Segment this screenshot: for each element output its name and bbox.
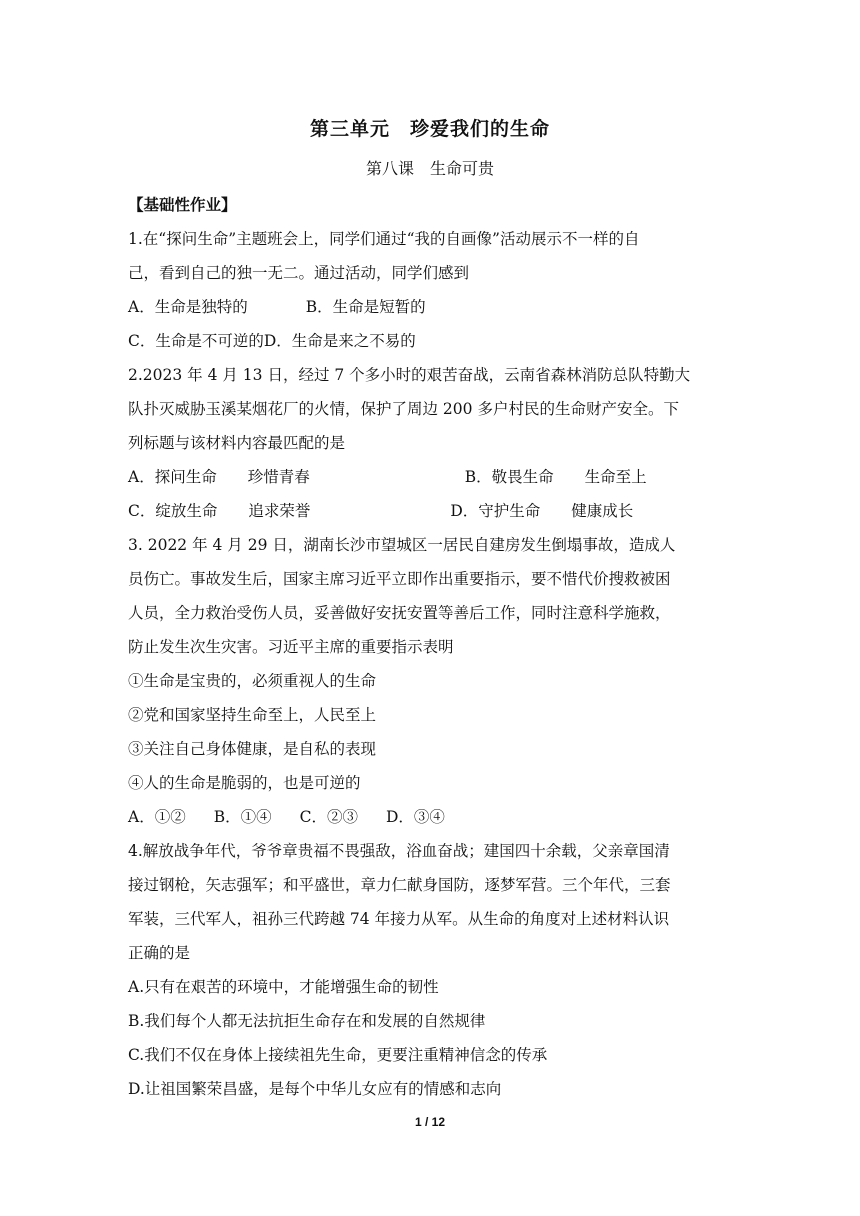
question-2-option-c: C．绽放生命 追求荣誉 — [128, 502, 311, 520]
question-4-option-a: A.只有在艰苦的环境中，才能增强生命的韧性 — [128, 978, 439, 996]
question-4-option-c: C.我们不仅在身体上接续祖先生命，更要注重精神信念的传承 — [128, 1046, 548, 1064]
question-4 — [128, 834, 738, 1106]
question-4-stem-line-3: 军装，三代军人，祖孙三代跨越 74 年接力从军。从生命的角度对上述材料认识 — [128, 910, 670, 928]
question-1-stem-line-1: 1.在“探问生命”主题班会上，同学们通过“我的自画像”活动展示不一样的自 — [128, 230, 640, 248]
lesson-subtitle: 第八课 生命可贵 — [365, 159, 494, 178]
question-4-stem-line-4: 正确的是 — [128, 944, 191, 962]
question-2-option-b: B．敬畏生命 生命至上 — [464, 468, 647, 486]
question-4-option-d: D.让祖国繁荣昌盛，是每个中华儿女应有的情感和志向 — [128, 1080, 502, 1098]
question-2-stem-line-3: 列标题与该材料内容最匹配的是 — [128, 434, 346, 452]
question-2-options-row-1 — [128, 460, 738, 494]
question-3-statement-1: ①生命是宝贵的，必须重视人的生命 — [128, 672, 377, 690]
question-3-option-b: B．①④ — [213, 808, 272, 826]
question-3-stem-line-1: 3. 2022 年 4 月 29 日，湖南长沙市望城区一居民自建房发生倒塌事故，造成人 — [128, 536, 676, 554]
question-4-stem-line-1: 4.解放战争年代，爷爷章贵福不畏强敌，浴血奋战；建国四十余载，父亲章国清 — [128, 842, 670, 860]
question-3-statement-3: ③关注自己身体健康，是自私的表现 — [128, 740, 377, 758]
question-3-option-d: D．③④ — [385, 808, 445, 826]
unit-title: 第三单元 珍爱我们的生命 — [309, 118, 550, 140]
question-1-option-a: A．生命是独特的 — [128, 298, 248, 316]
question-4-option-b: B.我们每个人都无法抗拒生命存在和发展的自然规律 — [128, 1012, 486, 1030]
question-1-options-row-2 — [128, 324, 738, 358]
question-1-option-d: D．生命是来之不易的 — [263, 332, 416, 350]
question-1-option-b: B．生命是短暂的 — [305, 298, 426, 316]
question-1-option-c: C．生命是不可逆的 — [128, 332, 264, 350]
question-3-stem-line-3: 人员，全力救治受伤人员，妥善做好安抚安置等善后工作，同时注意科学施救， — [128, 604, 671, 622]
question-1 — [128, 222, 738, 358]
question-4-stem-line-2: 接过钢枪，矢志强军；和平盛世，章力仁献身国防，逐梦军营。三个年代，三套 — [128, 876, 671, 894]
document-body — [128, 188, 738, 1106]
question-3-option-c: C．②③ — [299, 808, 358, 826]
question-2-option-d: D．守护生命 健康成长 — [450, 502, 634, 520]
section-heading: 【基础性作业】 — [128, 195, 237, 214]
question-2-option-a: A．探问生命 珍惜青春 — [128, 468, 310, 486]
question-3-statement-2: ②党和国家坚持生命至上，人民至上 — [128, 706, 377, 724]
question-2-stem-line-2: 队扑灭威胁玉溪某烟花厂的火情，保护了周边 200 多户村民的生命财产安全。下 — [128, 400, 679, 418]
question-1-options-row-1 — [128, 290, 738, 324]
question-3-options-row — [128, 800, 738, 834]
question-3-stem-line-4: 防止发生次生灾害。习近平主席的重要指示表明 — [128, 638, 454, 656]
question-2-stem-line-1: 2.2023 年 4 月 13 日，经过 7 个多小时的艰苦奋战，云南省森林消防总队特勤大 — [128, 366, 691, 384]
question-2-options-row-2 — [128, 494, 738, 528]
question-3-statement-4: ④人的生命是脆弱的，也是可逆的 — [128, 774, 361, 792]
question-3-stem-line-2: 员伤亡。事故发生后，国家主席习近平立即作出重要指示，要不惜代价搜救被困 — [128, 570, 671, 588]
page-number: 1 / 12 — [414, 1115, 446, 1129]
question-2 — [128, 358, 738, 528]
question-3-option-a: A．①② — [128, 808, 186, 826]
question-1-stem-line-2: 己，看到自己的独一无二。通过活动，同学们感到 — [128, 264, 470, 282]
question-3 — [128, 528, 738, 834]
